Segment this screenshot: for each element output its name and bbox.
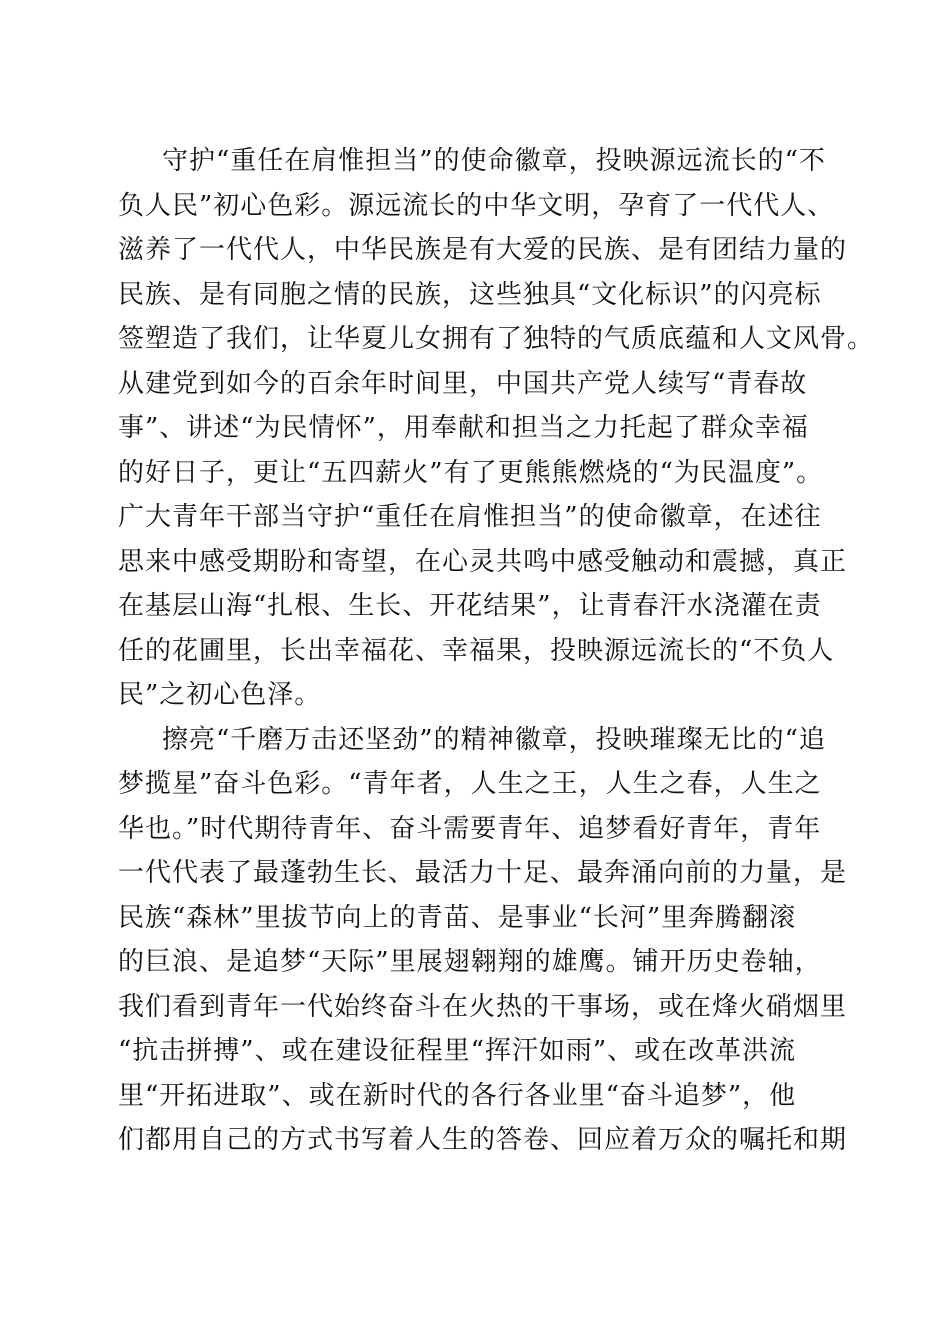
text-line: 事”、讲述“为民情怀”，用奉献和担当之力托起了群众幸福 xyxy=(118,413,809,443)
text-line: 任的花圃里，长出幸福花、幸福果，投映源远流长的“不负人 xyxy=(118,635,835,666)
text-line: 滋养了一代代人，中华民族是有大爱的民族、是有团结力量的 xyxy=(118,235,848,265)
text-line: 里“开拓进取”、或在新时代的各行各业里“奋斗追梦”，他 xyxy=(118,1080,797,1111)
text-line: “抗击拼搏”、或在建设征程里“挥汗如雨”、或在改革洪流 xyxy=(118,1036,797,1066)
text-line: 一代代表了最蓬勃生长、最活力十足、最奔涌向前的力量，是 xyxy=(118,858,848,888)
text-line: 华也。”时代期待青年、奋斗需要青年、追梦看好青年，青年 xyxy=(118,813,822,844)
text-line: 们都用自己的方式书写着人生的答卷、回应着万众的嘱托和期 xyxy=(118,1125,848,1155)
text-line: 在基层山海“扎根、生长、开花结果”，让青春汗水浇灌在责 xyxy=(118,591,822,621)
text-line: 负人民”初心色彩。源远流长的中华文明，孕育了一代代人、 xyxy=(118,190,835,221)
text-line: 我们看到青年一代始终奋斗在火热的干事场，或在烽火硝烟里 xyxy=(118,991,848,1022)
text-line: 签塑造了我们，让华夏儿女拥有了独特的气质底蕴和人文风骨。 xyxy=(118,324,875,354)
text-line: 民族、是有同胞之情的民族，这些独具“文化标识”的闪亮标 xyxy=(118,279,822,310)
document-body xyxy=(118,139,875,1163)
paragraph-2 xyxy=(118,718,848,1163)
text-line: 民族“森林”里拔节向上的青苗、是事业“长河”里奔腾翻滚 xyxy=(118,902,797,933)
text-line: 民”之初心色泽。 xyxy=(118,680,322,710)
text-line: 擦亮“千磨万击还坚劲”的精神徽章，投映璀璨无比的“追 xyxy=(162,724,826,755)
text-line: 守护“重任在肩惟担当”的使命徽章，投映源远流长的“不 xyxy=(162,146,826,176)
text-line: 梦揽星”奋斗色彩。“青年者，人生之王，人生之春，人生之 xyxy=(118,769,822,799)
text-line: 的巨浪、是追梦“天际”里展翅翱翔的雄鹰。铺开历史卷轴， xyxy=(118,947,822,977)
text-line: 从建党到如今的百余年时间里，中国共产党人续写“青春故 xyxy=(118,368,808,399)
text-line: 的好日子，更让“五四薪火”有了更熊熊燃烧的“为民温度”。 xyxy=(118,457,824,488)
text-line: 思来中感受期盼和寄望，在心灵共鸣中感受触动和震撼，真正 xyxy=(118,546,848,577)
paragraph-1 xyxy=(118,139,875,718)
text-line: 广大青年干部当守护“重任在肩惟担当”的使命徽章，在述往 xyxy=(118,502,822,532)
